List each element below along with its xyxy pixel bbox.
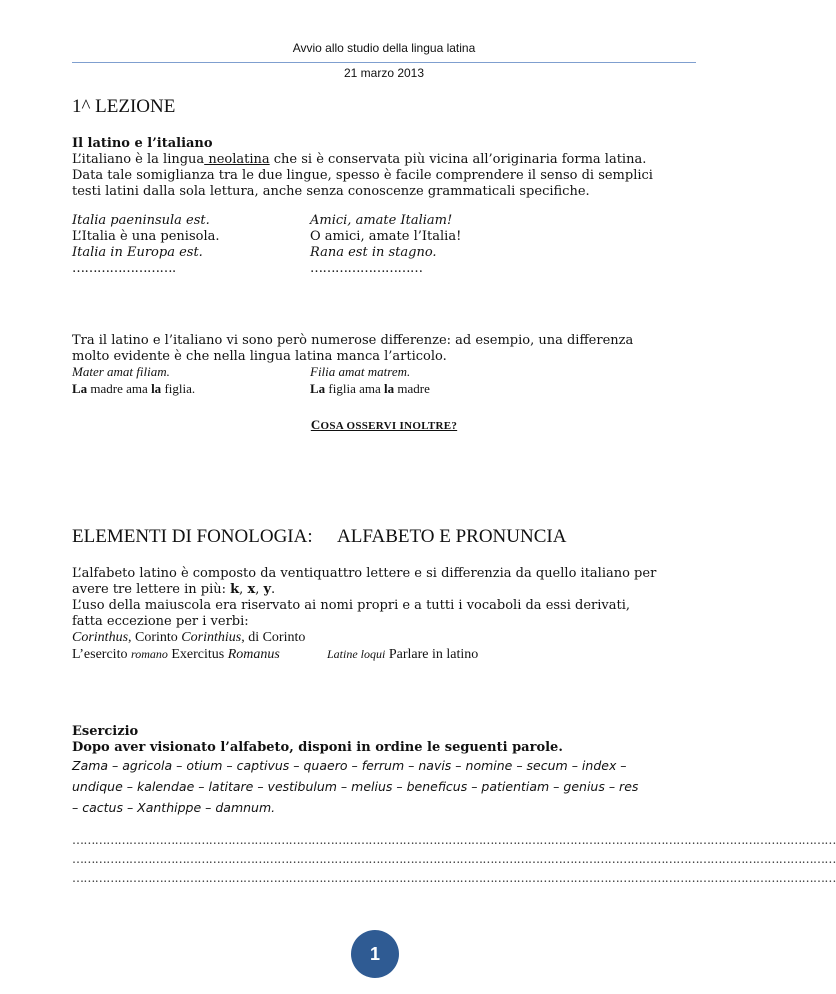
italian-text: figlia. xyxy=(161,381,196,396)
example-right-1: Amici, amate Italiam! xyxy=(310,213,453,228)
article-bold: la xyxy=(384,381,395,396)
romanus-example xyxy=(72,646,280,663)
article-bold: la xyxy=(151,381,162,396)
intro-line-1 xyxy=(72,152,646,168)
fonologia-heading-right: ALFABETO E PRONUNCIA xyxy=(337,526,567,547)
intro-line-2: Data tale somiglianza tra le due lingue, spesso è facile comprendere il senso di semplici xyxy=(72,168,653,183)
latin-example-right: Filia amat matrem. xyxy=(310,364,411,379)
lesson-title: 1^ LEZIONE xyxy=(72,96,176,117)
word-list-line-1: Zama – agricola – otium – captivus – quaero – ferrum – navis – nomine – secum – index – xyxy=(72,758,627,773)
italian-text: figlia ama xyxy=(325,381,385,396)
letter-x: x xyxy=(247,582,256,597)
example-left-2: L’Italia è una penisola. xyxy=(72,229,220,244)
word-list-line-2: undique – kalendae – latitare – vestibulum – melius – beneficus – patientiam – genius – res xyxy=(72,779,639,794)
example-right-4: ……………………… xyxy=(310,261,423,276)
letter-k: k xyxy=(230,582,240,597)
latine-loqui-example xyxy=(327,646,478,663)
article-bold: La xyxy=(310,381,326,396)
header-title: Avvio allo studio della lingua latina xyxy=(292,41,476,55)
exercise-title: Esercizio xyxy=(72,724,139,739)
question-heading xyxy=(0,416,768,434)
diff-line-2: molto evidente è che nella lingua latina manca l’articolo. xyxy=(72,349,447,364)
latin-phrase: Latine loqui xyxy=(327,647,386,661)
corinthus-example xyxy=(72,630,305,646)
question-rest: OSA OSSERVI INOLTRE? xyxy=(320,420,458,432)
italian-text: madre xyxy=(394,381,430,396)
italian-word: L’esercito xyxy=(72,647,131,662)
italian-example-left xyxy=(72,381,195,397)
latin-word: Exercitus xyxy=(167,647,228,662)
italian-example-right xyxy=(310,381,430,397)
section-heading: Il latino e l’italiano xyxy=(72,136,213,151)
italian-word: , Corinto xyxy=(128,630,182,645)
example-left-3: Italia in Europa est. xyxy=(72,245,203,260)
latin-word: Corinthus xyxy=(72,630,129,645)
latin-word: Corinthius xyxy=(181,630,242,645)
exercise-instruction: Dopo aver visionato l’alfabeto, disponi in ordine le seguenti parole. xyxy=(72,740,563,755)
header-rule xyxy=(72,62,696,63)
intro-text-b: che si è conservata più vicina all’originaria forma latina. xyxy=(269,152,647,167)
word-list-line-3: – cactus – Xanthippe – damnum. xyxy=(72,800,276,815)
italian-phrase: Parlare in latino xyxy=(385,647,479,662)
italian-text: madre ama xyxy=(87,381,152,396)
fonologia-line-3: L’uso della maiuscola era riservato ai nomi propri e a tutti i vocaboli da essi derivati, xyxy=(72,598,631,613)
italian-word: , di Corinto xyxy=(241,630,306,645)
intro-text-a: L’italiano è la lingua xyxy=(72,152,205,167)
example-right-2: O amici, amate l’Italia! xyxy=(310,229,462,244)
page-number-badge: 1 xyxy=(351,930,399,978)
answer-line-2: ………………………………………………………………………………………………………………………………………………………………………………… xyxy=(72,852,836,866)
neolatina-underlined: neolatina xyxy=(204,152,270,167)
letters-intro: avere tre lettere in più: xyxy=(72,582,231,597)
example-left-1: Italia paeninsula est. xyxy=(72,213,210,228)
article-bold: La xyxy=(72,381,88,396)
fonologia-line-4: fatta eccezione per i verbi: xyxy=(72,614,249,629)
header-date: 21 marzo 2013 xyxy=(343,66,425,80)
fonologia-line-2: avere tre lettere in più: k, x, y. xyxy=(72,582,276,597)
example-left-4: ……………………. xyxy=(72,261,176,276)
question-cap: C xyxy=(310,417,321,432)
latin-word-italic: Romanus xyxy=(227,647,280,662)
diff-line-1: Tra il latino e l’italiano vi sono però numerose differenze: ad esempio, una differenza xyxy=(72,333,634,348)
example-right-3: Rana est in stagno. xyxy=(310,245,437,260)
answer-line-3: ………………………………………………………………………………………………………………………………………………………………………………… xyxy=(72,871,836,885)
fonologia-line-1: L’alfabeto latino è composto da ventiquattro lettere e si differenzia da quello italiano per xyxy=(72,566,657,581)
fonologia-heading-left: ELEMENTI DI FONOLOGIA: xyxy=(72,526,313,547)
italian-word-italic: romano xyxy=(130,647,168,661)
intro-line-3: testi latini dalla sola lettura, anche senza conoscenze grammaticali specifiche. xyxy=(72,184,590,199)
latin-example-left: Mater amat filiam. xyxy=(72,364,170,379)
answer-line-1: ………………………………………………………………………………………………………………………………………………………………………………… xyxy=(72,833,836,847)
letter-y: y xyxy=(263,582,272,597)
